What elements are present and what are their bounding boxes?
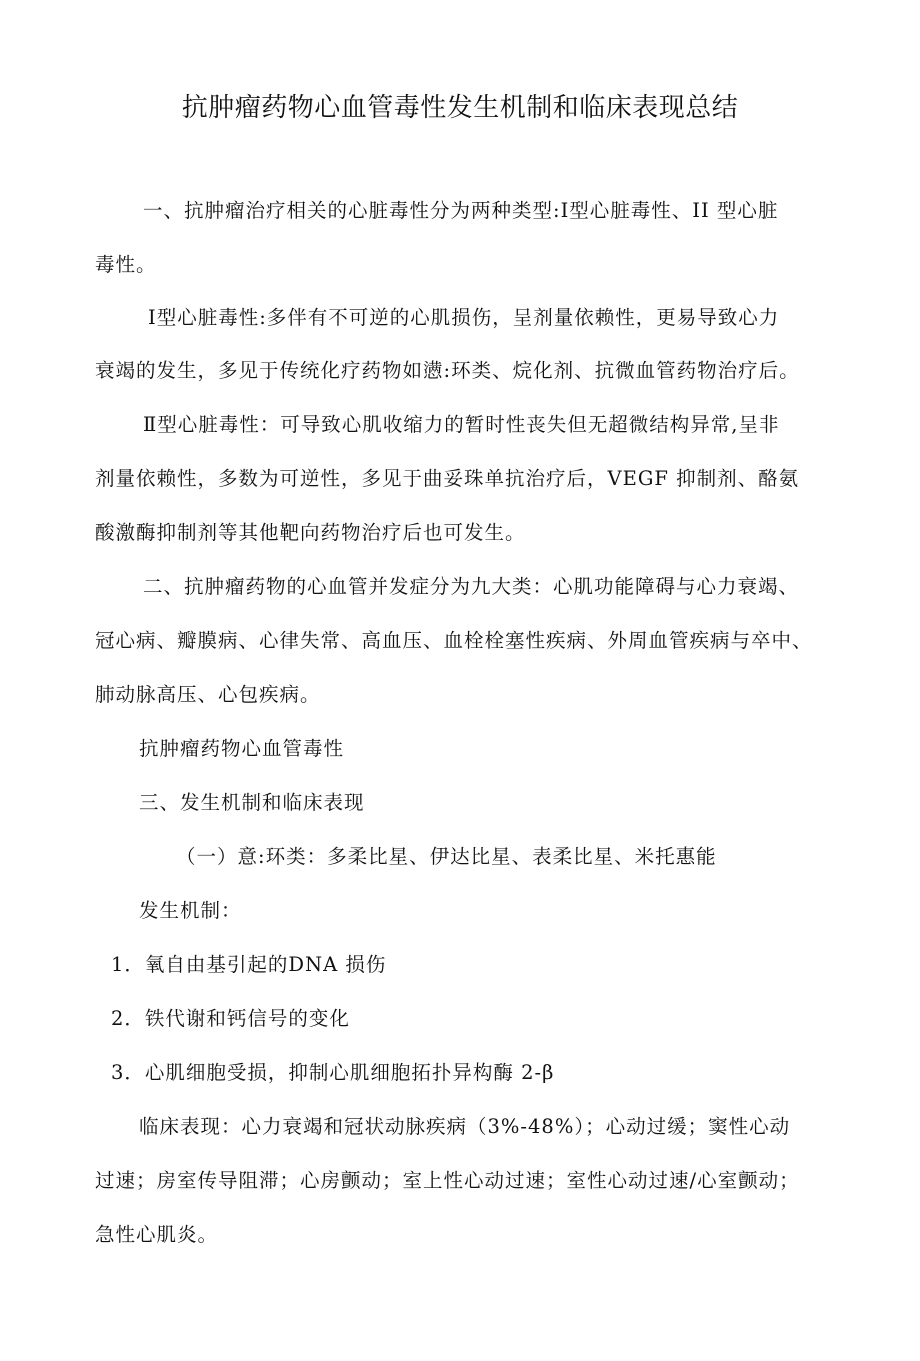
anthracycline-heading: （一）意:环类：多柔比星、伊达比星、表柔比星、米托惠能: [176, 845, 717, 868]
clinical-line3: 急性心肌炎。: [95, 1223, 219, 1246]
subheading: 抗肿瘤药物心血管毒性: [139, 737, 345, 760]
document-title: 抗肿瘤药物心血管毒性发生机制和临床表现总结: [181, 93, 739, 123]
type2-line1: Ⅱ型心脏毒性：可导致心肌收缩力的暂时性丧失但无超微结构异常,呈非: [143, 413, 780, 436]
section1-line1: 一、抗肿瘤治疗相关的心脏毒性分为两种类型:Ⅰ型心脏毒性、II 型心脏: [143, 199, 779, 222]
section1-line2: 毒性。: [95, 253, 157, 276]
type2-line2: 剂量依赖性，多数为可逆性，多见于曲妥珠单抗治疗后，VEGF 抑制剂、酪氨: [95, 467, 800, 490]
section2-line1: 二、抗肿瘤药物的心血管并发症分为九大类：心肌功能障碍与心力衰竭、: [143, 575, 800, 598]
section2-line2: 冠心病、瓣膜病、心律失常、高血压、血栓栓塞性疾病、外周血管疾病与卒中、: [95, 629, 813, 652]
mechanism-item: 3．心肌细胞受损，抑制心肌细胞拓扑异构酶 2-β: [111, 1061, 555, 1084]
mechanism-label: 发生机制：: [139, 899, 242, 922]
clinical-line2: 过速；房室传导阻滞；心房颤动；室上性心动过速；室性心动过速/心室颤动；: [95, 1169, 800, 1192]
section3-heading: 三、发生机制和临床表现: [139, 791, 365, 814]
type1-line2: 衰竭的发生，多见于传统化疗药物如懑:环类、烷化剂、抗微血管药物治疗后。: [95, 359, 800, 382]
mechanism-item: 1．氧自由基引起的DNA 损伤: [111, 953, 387, 976]
section2-line3: 肺动脉高压、心包疾病。: [95, 683, 321, 706]
mechanism-item: 2．铁代谢和钙信号的变化: [111, 1007, 350, 1030]
type2-line3: 酸激酶抑制剂等其他靶向药物治疗后也可发生。: [95, 521, 526, 544]
type1-line1: Ⅰ型心脏毒性:多伴有不可逆的心肌损伤，呈剂量依赖性，更易导致心力: [148, 306, 780, 329]
clinical-line1: 临床表现：心力衰竭和冠状动脉疾病（3%-48%）；心动过缓；窦性心动: [139, 1115, 791, 1138]
